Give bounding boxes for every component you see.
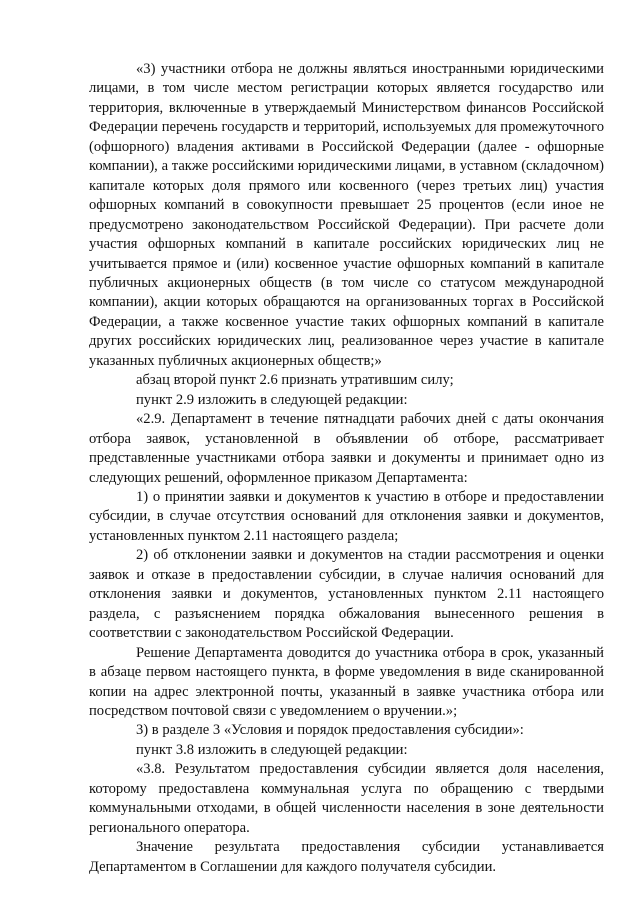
paragraph-clause-2-9-intro: пункт 2.9 изложить в следующей редакции: [136,391,408,408]
paragraph-section-3: 3) в разделе 3 «Условия и порядок предоставления субсидии»: [136,722,524,739]
document-page [89,60,604,877]
paragraph-decision-accept: 1) о принятии заявки и документов к участию в отборе и предоставлении субсидии, в случае отсутствия оснований для отклонения заявки и документов, установленных пунктом 2.11 настоящего раздела; [89,488,604,544]
paragraph-clause-2-6: абзац второй пункт 2.6 признать утратившим силу; [136,372,454,389]
paragraph-decision-notice: Решение Департамента доводится до участника отбора в срок, указанный в абзаце первом настоящего пункта, в форме уведомления в виде сканированной копии на адрес электронной почты, указанный в заявке участника отбора или посредством почтовой связи с уведомлением о вручении.»; [89,644,604,719]
paragraph-decision-reject: 2) об отклонении заявки и документов на стадии рассмотрения и оценки заявок и отказе в предоставлении субсидии, в случае наличия оснований для отклонения заявки и документов, установленных пунктом 2.11 настоящего раздела, с разъяснением порядка обжалования вынесенного решения в соответствии с законодательством Российской Федерации. [89,547,604,642]
paragraph-clause-2-9: «2.9. Департамент в течение пятнадцати рабочих дней с даты окончания отбора заявок, установленной в объявлении об отборе, рассматривает представленные участниками отбора заявки и документы и принимает одно из следующих решений, оформленное приказом Департамента: [89,411,604,486]
paragraph-result-value: Значение результата предоставления субсидии устанавливается Департаментом в Соглашении для каждого получателя субсидии. [89,839,604,875]
paragraph-clause-3-8-intro: пункт 3.8 изложить в следующей редакции: [136,741,408,758]
paragraph-clause-3-8: «3.8. Результатом предоставления субсидии является доля населения, которому предоставлена коммунальная услуга по обращению с твердыми коммунальными отходами, в общей численности населения в зоне деятельности регионального оператора. [89,761,604,836]
paragraph-offshore-requirement: «3) участники отбора не должны являться иностранными юридическими лицами, в том числе местом регистрации которых является государство или территория, включенные в утверждаемый Министерством финансов Российской Федерации перечень государств и территорий, используемых для промежуточного (офшорного) владения активами в Российской Федерации (далее - офшорные компании), а также российскими юридическими лицами, в уставном (складочном) капитале которых доля прямого или косвенного (через третьих лиц) участия офшорных компаний в совокупности превышает 25 процентов (если иное не предусмотрено законодательством Российской Федерации). При расчете доли участия офшорных компаний в капитале российских юридических лиц не учитывается прямое и (или) косвенное участие офшорных компаний в капитале публичных акционерных обществ (в том числе со статусом международной компании), акции которых обращаются на организованных торгах в Российской Федерации, а также косвенное участие таких офшорных компаний в капитале других российских юридических лиц, реализованное через участие в капитале указанных публичных акционерных обществ;» [89,61,604,369]
